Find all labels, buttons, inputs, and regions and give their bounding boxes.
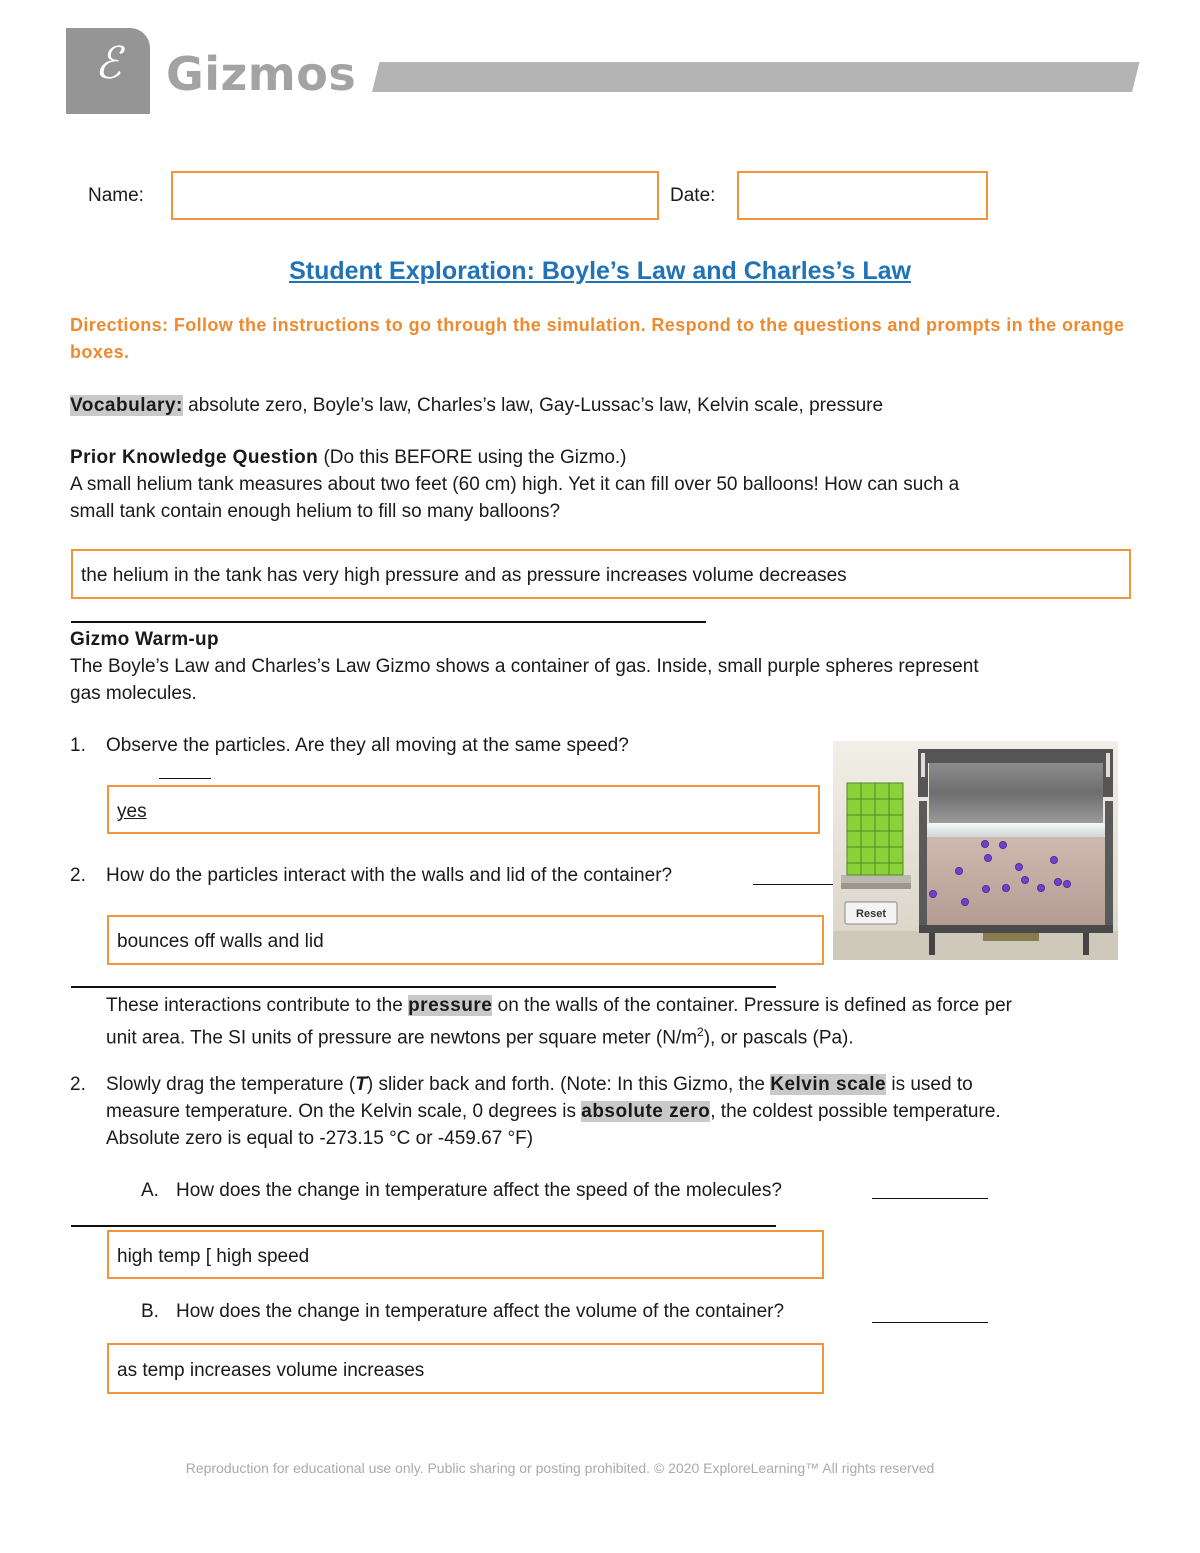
explorelearning-logo-icon: ℰ bbox=[94, 38, 122, 89]
vocabulary-line bbox=[70, 392, 883, 419]
qa-answer-text: high temp [ high speed bbox=[117, 1246, 310, 1267]
date-field[interactable] bbox=[737, 171, 988, 220]
q1-answer-text: yes bbox=[117, 801, 147, 822]
q2-text: How do the particles interact with the walls and lid of the container? bbox=[106, 865, 673, 886]
reset-button-label: Reset bbox=[856, 908, 886, 920]
gizmo-simulation-image bbox=[833, 741, 1118, 960]
prior-answer-box[interactable] bbox=[71, 549, 1131, 599]
q3-line-1: Slowly drag the temperature (T) slider back and forth. (Note: In this Gizmo, the Kelvin scale is used to bbox=[106, 1074, 973, 1095]
brand-name: Gizmos bbox=[166, 47, 357, 101]
pressure-term: pressure bbox=[408, 995, 493, 1016]
warmup-heading: Gizmo Warm-up bbox=[70, 629, 219, 650]
qb-text: How does the change in temperature affect the volume of the container? bbox=[176, 1301, 785, 1322]
date-label: Date: bbox=[670, 185, 716, 206]
qb-blank-line bbox=[872, 1322, 988, 1323]
footer-copyright: Reproduction for educational use only. Public sharing or posting prohibited. © 2020 ExploreLearning™ All rights reserved bbox=[185, 1460, 935, 1476]
qb-label: B. bbox=[141, 1301, 159, 1322]
temperature-variable: T bbox=[355, 1074, 367, 1095]
prior-answer-text: the helium in the tank has very high pressure and as pressure increases volume decreases bbox=[81, 565, 847, 586]
qa-label: A. bbox=[141, 1180, 159, 1201]
q2-blank-line bbox=[753, 884, 833, 885]
qb-answer-text: as temp increases volume increases bbox=[117, 1360, 425, 1381]
q3-number: 2. bbox=[70, 1074, 86, 1095]
absolute-zero-term: absolute zero bbox=[581, 1101, 711, 1122]
pressure-line-1: These interactions contribute to the pressure on the walls of the container. Pressure is defined as force per bbox=[106, 995, 1012, 1016]
q2-divider bbox=[71, 986, 776, 988]
qa-answer-box[interactable] bbox=[107, 1230, 824, 1279]
prior-question-line-1: A small helium tank measures about two feet (60 cm) high. Yet it can fill over 50 balloons! How can such a bbox=[70, 474, 960, 495]
q1-text: Observe the particles. Are they all moving at the same speed? bbox=[106, 735, 629, 756]
q2-answer-box[interactable] bbox=[107, 915, 824, 965]
name-label: Name: bbox=[88, 185, 144, 206]
section-divider bbox=[71, 621, 706, 623]
directions-text: Directions: Follow the instructions to go through the simulation. Respond to the questions and prompts in the orange boxes. bbox=[70, 315, 1125, 362]
q2-answer-text: bounces off walls and lid bbox=[117, 931, 324, 952]
warmup-line-1: The Boyle’s Law and Charles’s Law Gizmo shows a container of gas. Inside, small purple spheres represent bbox=[70, 656, 979, 677]
kelvin-scale-term: Kelvin scale bbox=[770, 1074, 887, 1095]
prior-knowledge-note: (Do this BEFORE using the Gizmo.) bbox=[318, 447, 627, 468]
warmup-line-2: gas molecules. bbox=[70, 683, 197, 704]
pressure-line-2: unit area. The SI units of pressure are newtons per square meter $(N/m^2)$, or pascals (Pa). bbox=[106, 1025, 854, 1049]
header-bar bbox=[372, 62, 1139, 92]
prior-knowledge-heading: Prior Knowledge Question bbox=[70, 447, 319, 468]
q2-number: 2. bbox=[70, 865, 86, 886]
q1-number: 1. bbox=[70, 735, 86, 756]
q1-answer-box[interactable] bbox=[107, 785, 820, 834]
q3-line-2: measure temperature. On the Kelvin scale, 0 degrees is absolute zero, the coldest possible temperature. bbox=[106, 1101, 1001, 1122]
q3-line-3: Absolute zero is equal to -273.15 °C or -459.67 °F) bbox=[106, 1128, 534, 1149]
qa-blank-line bbox=[872, 1198, 988, 1199]
qa-divider bbox=[71, 1225, 776, 1227]
vocabulary-label: Vocabulary: bbox=[70, 395, 183, 416]
prior-question-line-2: small tank contain enough helium to fill so many balloons? bbox=[70, 501, 561, 522]
name-field[interactable] bbox=[171, 171, 659, 220]
qa-text: How does the change in temperature affect the speed of the molecules? bbox=[176, 1180, 782, 1201]
page-title: Student Exploration: Boyle’s Law and Charles’s Law bbox=[289, 257, 911, 285]
vocabulary-terms: absolute zero, Boyle’s law, Charles’s law, Gay-Lussac’s law, Kelvin scale, pressure bbox=[182, 395, 884, 416]
prior-knowledge-heading-line bbox=[70, 444, 627, 471]
qb-answer-box[interactable] bbox=[107, 1343, 824, 1394]
q1-blank-line bbox=[159, 778, 211, 779]
